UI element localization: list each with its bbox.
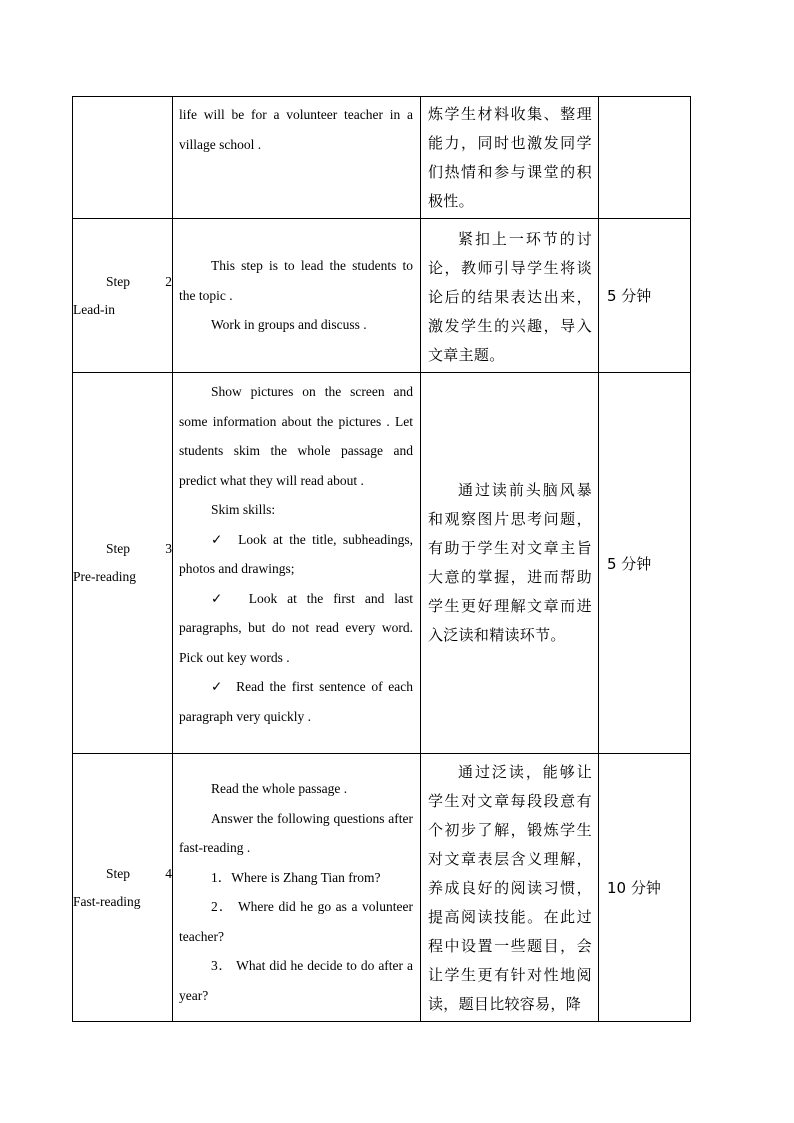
activity-text: life will be for a volunteer teacher in a village school . (179, 107, 413, 152)
step-name: Lead-in (73, 301, 115, 317)
purpose-cell (421, 97, 599, 219)
skim-item (179, 525, 413, 584)
step-label: Step (106, 541, 131, 556)
step-label: Step (106, 273, 131, 289)
step-cell (73, 97, 173, 219)
time-cell (599, 97, 691, 219)
time-cell (599, 754, 691, 1022)
time-value: 10 分钟 (607, 879, 661, 897)
table-row (73, 373, 691, 754)
question-item: 1．Where is Zhang Tian from? (211, 869, 381, 885)
step-name: Pre-reading (73, 569, 136, 584)
step-cell (73, 219, 173, 373)
purpose-text: 紧扣上一环节的讨论，教师引导学生将谈论后的结果表达出来，激发学生的兴趣，导入文章主题。 (428, 230, 592, 364)
check-icon: ✓ (211, 531, 226, 547)
activity-text: Show pictures on the screen and some information about the pictures . Let students skim the whole passage and predict what they will read about . (179, 384, 413, 488)
step-number: 3 (165, 541, 172, 556)
skim-item (179, 584, 413, 673)
time-value: 5 分钟 (607, 554, 652, 573)
activity-cell (173, 97, 421, 219)
purpose-text: 炼学生材料收集、整理能力，同时也激发同学们热情和参与课堂的积极性。 (428, 105, 592, 210)
table-row (73, 219, 691, 373)
activity-cell (173, 373, 421, 754)
step-name: Fast-reading (73, 893, 141, 909)
lesson-plan-table (72, 96, 691, 1022)
check-icon: ✓ (211, 679, 225, 694)
skim-title: Skim skills: (211, 502, 276, 517)
activity-cell (173, 219, 421, 373)
table-row (73, 97, 691, 219)
purpose-cell (421, 754, 599, 1022)
time-cell (599, 219, 691, 373)
answer-intro: Answer the following questions after fast-reading . (179, 810, 413, 855)
step-cell (73, 373, 173, 754)
table-row (73, 754, 691, 1022)
activity-text: Work in groups and discuss . (211, 317, 367, 333)
check-icon: ✓ (211, 590, 229, 606)
skim-text: Read the first sentence of each paragraph very quickly . (179, 679, 414, 724)
activity-cell (173, 754, 421, 1022)
activity-text: Read the whole passage . (211, 781, 348, 796)
purpose-cell (421, 373, 599, 754)
step-number: 4 (165, 865, 172, 881)
purpose-text: 通过泛读，能够让学生对文章每段段意有个初步了解，锻炼学生对文章表层含义理解，养成良好的阅读习惯，提高阅读技能。在此过程中设置一些题目，会让学生更有针对性地阅读，题目比较容易，降 (428, 763, 592, 1013)
activity-text: This step is to lead the students to the topic . (179, 258, 413, 303)
skim-item (179, 672, 413, 731)
skim-text: Look at the title, subheadings, photos and drawings; (179, 531, 413, 576)
skim-text: Look at the first and last paragraphs, but do not read every word. Pick out key words . (179, 590, 414, 665)
time-value: 5 分钟 (607, 287, 652, 305)
time-cell (599, 373, 691, 754)
step-number: 2 (165, 273, 172, 289)
purpose-text: 通过读前头脑风暴和观察图片思考问题，有助于学生对文章主旨大意的掌握，进而帮助学生更好理解文章而进入泛读和精读环节。 (428, 481, 592, 644)
question-item: 2． Where did he go as a volunteer teacher? (179, 899, 413, 944)
purpose-cell (421, 219, 599, 373)
question-item: 3． What did he decide to do after a year? (179, 958, 413, 1003)
step-label: Step (106, 865, 131, 881)
step-cell (73, 754, 173, 1022)
